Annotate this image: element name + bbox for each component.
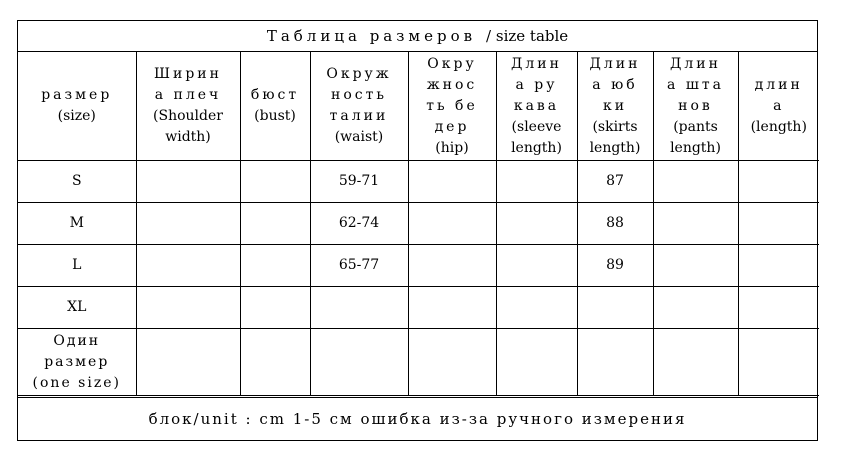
table-row [18, 287, 819, 329]
table-cell [653, 161, 738, 203]
table-cell [577, 329, 653, 396]
table-cell [240, 287, 310, 329]
table-title [18, 21, 817, 52]
table-cell [240, 245, 310, 287]
header-en-label: (hip) [435, 139, 469, 156]
table-cell [240, 329, 310, 396]
table-cell [738, 329, 819, 396]
table-cell [136, 245, 240, 287]
header-cell [18, 52, 136, 161]
header-cell [408, 52, 496, 161]
header-en-label: (pants length) [670, 118, 721, 156]
header-en-label: (bust) [254, 108, 296, 124]
table-cell [738, 245, 819, 287]
header-cell [136, 52, 240, 161]
table-cell [136, 287, 240, 329]
table-cell: 88 [577, 203, 653, 245]
table-cell [408, 287, 496, 329]
table-cell [408, 161, 496, 203]
size-label-cell: S [18, 161, 136, 203]
size-table-frame [17, 20, 818, 441]
header-cell [240, 52, 310, 161]
title-ru: Таблица размеров [266, 27, 477, 45]
table-cell [653, 329, 738, 396]
table-cell [408, 203, 496, 245]
header-en-label: (length) [750, 118, 807, 135]
table-cell [136, 161, 240, 203]
table-cell [496, 161, 577, 203]
table-cell [408, 245, 496, 287]
header-ru-label: Ширин а плеч [154, 66, 222, 103]
header-row [18, 52, 819, 161]
header-cell [653, 52, 738, 161]
table-cell [738, 287, 819, 329]
table-row [18, 161, 819, 203]
table-cell [408, 329, 496, 396]
table-footer: блок/unit : cm 1-5 см ошибка из-за ручного измерения [18, 397, 817, 440]
size-table [18, 52, 819, 396]
header-en-label: (Shoulder width) [153, 108, 223, 145]
table-cell [240, 161, 310, 203]
size-label-cell: M [18, 203, 136, 245]
table-cell [496, 329, 577, 396]
table-row [18, 203, 819, 245]
header-cell [738, 52, 819, 161]
header-ru-label: Длин а шта нов [667, 55, 724, 114]
header-ru-label: бюст [250, 87, 300, 103]
table-cell [496, 245, 577, 287]
header-en-label: (skirts length) [589, 118, 641, 156]
header-en-label: (waist) [334, 129, 384, 145]
header-cell [577, 52, 653, 161]
size-label-cell: XL [18, 287, 136, 329]
table-cell [136, 203, 240, 245]
table-cell [653, 287, 738, 329]
header-ru-label: Окруж ность талии [326, 66, 392, 124]
header-cell [310, 52, 408, 161]
header-ru-label: Длин а ру кава [511, 55, 562, 114]
table-cell [496, 287, 577, 329]
header-en-label: (sleeve length) [511, 118, 562, 156]
table-row [18, 329, 819, 396]
table-cell: 87 [577, 161, 653, 203]
table-cell [738, 203, 819, 245]
table-cell: 65-77 [310, 245, 408, 287]
table-cell [310, 329, 408, 396]
table-cell [577, 287, 653, 329]
table-cell: 62-74 [310, 203, 408, 245]
table-cell [496, 203, 577, 245]
header-ru-label: Окру жнос ть бе дер [426, 55, 478, 135]
table-cell: 89 [577, 245, 653, 287]
table-cell [738, 161, 819, 203]
title-en: / size table [486, 27, 569, 45]
table-cell [240, 203, 310, 245]
table-cell: 59-71 [310, 161, 408, 203]
table-cell [136, 329, 240, 396]
header-en-label: (size) [57, 108, 96, 124]
table-cell [653, 203, 738, 245]
header-ru-label: Длин а юб ки [589, 55, 641, 114]
header-ru-label: размер [41, 87, 113, 103]
header-ru-label: длин а [754, 76, 803, 114]
header-cell [496, 52, 577, 161]
table-cell [653, 245, 738, 287]
size-label-cell: L [18, 245, 136, 287]
size-label-cell: Один размер (one size) [18, 329, 136, 396]
table-cell [310, 287, 408, 329]
table-row [18, 245, 819, 287]
